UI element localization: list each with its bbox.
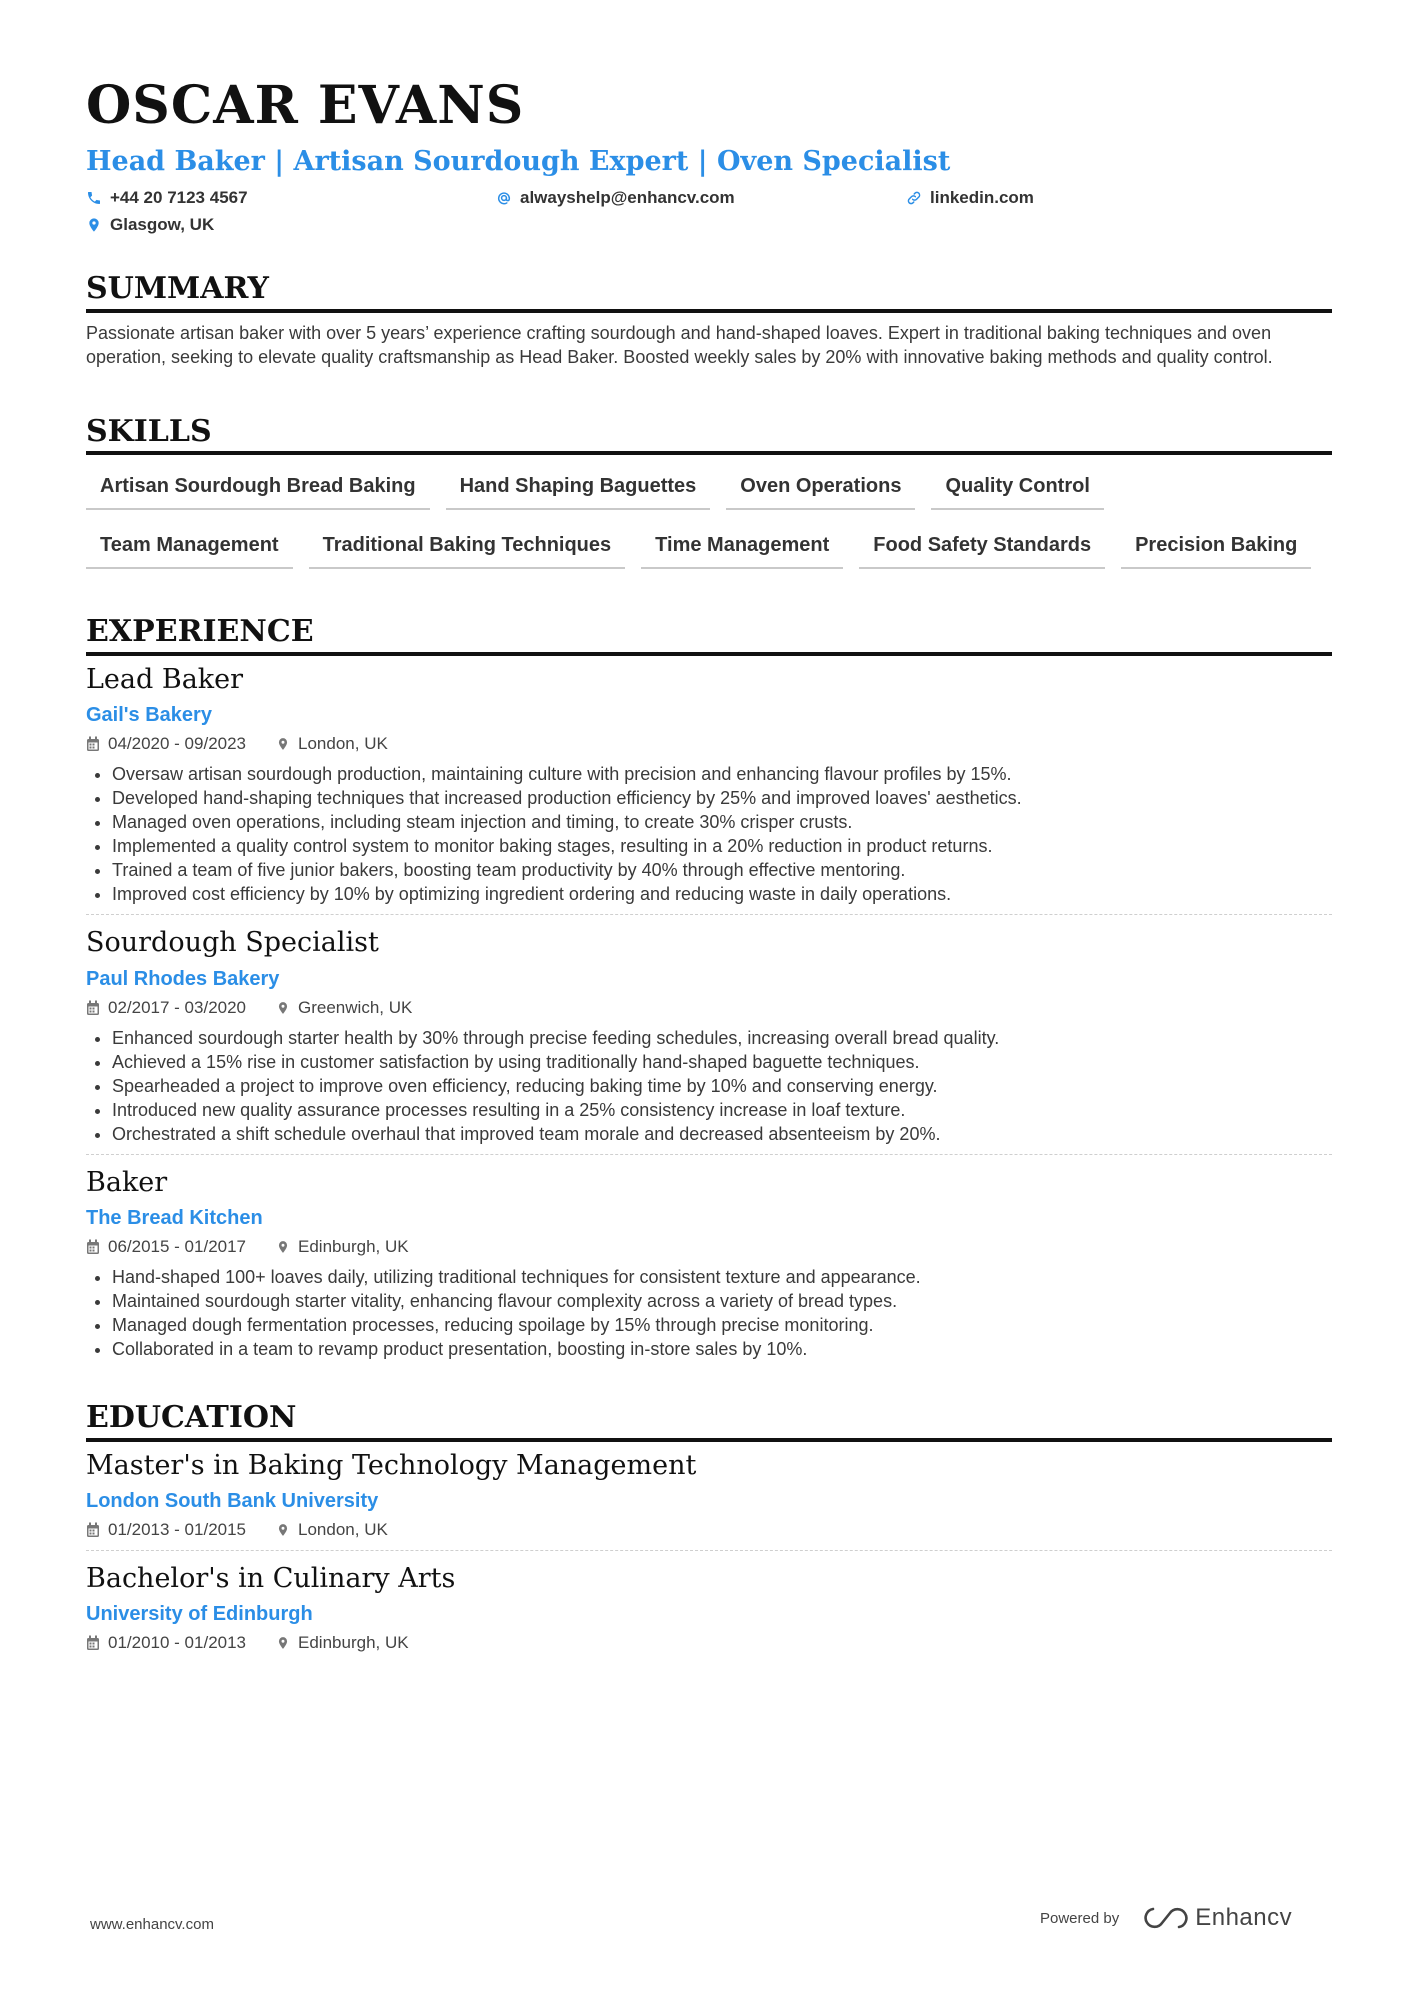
skill-tag: Time Management <box>641 526 843 569</box>
job-location: London, UK <box>298 734 388 754</box>
school-name: London South Bank University <box>86 1489 379 1512</box>
job-bullets <box>86 1026 1332 1146</box>
education-heading: EDUCATION <box>86 1401 1332 1442</box>
location-pin-icon <box>86 217 102 233</box>
location-pin-icon <box>276 736 290 752</box>
calendar-icon <box>86 1000 100 1016</box>
bullet-item: • Implemented a quality control system to monitor baking stages, resulting in a 20% reduction in product returns. <box>112 834 1332 858</box>
contact-email[interactable] <box>496 184 906 211</box>
bullet-item: • Orchestrated a shift schedule overhaul that improved team morale and decreased absenteeism by 20%. <box>112 1122 1332 1146</box>
skill-tag: Artisan Sourdough Bread Baking <box>86 467 430 510</box>
job-location: Greenwich, UK <box>298 997 413 1017</box>
degree-title: Master's in Baking Technology Management <box>86 1449 697 1481</box>
experience-entry <box>86 927 1332 1145</box>
skill-tag: Quality Control <box>931 467 1103 510</box>
bullet-item: • Spearheaded a project to improve oven efficiency, reducing baking time by 10% and conserving energy. <box>112 1074 1332 1098</box>
bullet-item: • Achieved a 15% rise in customer satisfaction by using traditionally hand-shaped baguette techniques. <box>112 1050 1332 1074</box>
resume-header <box>86 75 1332 238</box>
contact-info <box>86 184 1332 238</box>
skills-list <box>86 467 1332 585</box>
entry-divider <box>86 1154 1332 1155</box>
contact-phone[interactable] <box>86 184 496 211</box>
footer-branding <box>1040 1904 1292 1932</box>
education-location: Edinburgh, UK <box>298 1633 409 1653</box>
linkedin-text: linkedin.com <box>930 187 1034 207</box>
job-meta <box>86 732 1332 756</box>
location-pin-icon <box>276 1000 290 1016</box>
at-icon <box>496 190 512 206</box>
calendar-icon <box>86 1239 100 1255</box>
email-text: alwayshelp@enhancv.com <box>520 187 735 207</box>
phone-icon <box>86 190 102 206</box>
job-dates: 06/2015 - 01/2017 <box>108 1237 247 1257</box>
education-section <box>86 1401 1332 1655</box>
summary-section <box>86 272 1332 369</box>
skill-tag: Hand Shaping Baguettes <box>446 467 711 510</box>
entry-divider <box>86 914 1332 915</box>
location-pin-icon <box>276 1239 290 1255</box>
contact-linkedin[interactable] <box>906 184 1326 211</box>
footer-website[interactable]: www.enhancv.com <box>90 1916 214 1933</box>
job-role: Baker <box>86 1166 168 1198</box>
skill-tag: Precision Baking <box>1121 526 1311 569</box>
calendar-icon <box>86 1635 100 1651</box>
job-role: Lead Baker <box>86 663 244 695</box>
education-entry <box>86 1450 1332 1542</box>
bullet-item: • Enhanced sourdough starter health by 30% through precise feeding schedules, increasing overall bread quality. <box>112 1026 1332 1050</box>
skill-tag: Traditional Baking Techniques <box>309 526 626 569</box>
job-dates: 04/2020 - 09/2023 <box>108 734 247 754</box>
phone-text: +44 20 7123 4567 <box>110 187 248 207</box>
degree-title: Bachelor's in Culinary Arts <box>86 1562 456 1594</box>
job-company: Paul Rhodes Bakery <box>86 967 280 990</box>
link-icon <box>906 190 922 206</box>
skill-tag: Oven Operations <box>726 467 915 510</box>
experience-heading: EXPERIENCE <box>86 615 1332 656</box>
job-company: The Bread Kitchen <box>86 1207 263 1230</box>
bullet-item: • Collaborated in a team to revamp product presentation, boosting in-store sales by 10%. <box>112 1337 1332 1361</box>
calendar-icon <box>86 736 100 752</box>
bullet-item: • Introduced new quality assurance processes resulting in a 25% consistency increase in loaf texture. <box>112 1098 1332 1122</box>
job-role: Sourdough Specialist <box>86 927 379 959</box>
job-company: Gail's Bakery <box>86 704 212 727</box>
experience-section <box>86 615 1332 1361</box>
bullet-item: • Managed oven operations, including steam injection and timing, to create 30% crisper crusts. <box>112 810 1332 834</box>
bullet-item: • Managed dough fermentation processes, reducing spoilage by 15% through precise monitoring. <box>112 1313 1332 1337</box>
education-location: London, UK <box>298 1519 388 1539</box>
job-bullets <box>86 762 1332 906</box>
skills-heading: SKILLS <box>86 415 1332 456</box>
education-dates: 01/2013 - 01/2015 <box>108 1519 247 1539</box>
job-location: Edinburgh, UK <box>298 1237 409 1257</box>
entry-divider <box>86 1550 1332 1551</box>
bullet-item: • Oversaw artisan sourdough production, maintaining culture with precision and enhancing flavour profiles by 15%. <box>112 762 1332 786</box>
bullet-item: • Maintained sourdough starter vitality, enhancing flavour complexity across a variety of bread types. <box>112 1289 1332 1313</box>
candidate-headline: Head Baker | Artisan Sourdough Expert | Oven Specialist <box>86 146 951 177</box>
summary-heading: SUMMARY <box>86 272 1332 313</box>
enhancv-logo-icon <box>1143 1905 1189 1931</box>
experience-entry <box>86 664 1332 906</box>
resume-page <box>86 72 1332 1655</box>
bullet-item: • Developed hand-shaping techniques that increased production efficiency by 25% and improved loaves' aesthetics. <box>112 786 1332 810</box>
location-pin-icon <box>276 1522 290 1538</box>
bullet-item: • Hand-shaped 100+ loaves daily, utilizing traditional techniques for consistent texture and appearance. <box>112 1265 1332 1289</box>
location-text: Glasgow, UK <box>110 214 215 234</box>
bullet-item: • Trained a team of five junior bakers, boosting team productivity by 40% through effective mentoring. <box>112 858 1332 882</box>
skill-tag: Food Safety Standards <box>859 526 1105 569</box>
education-dates: 01/2010 - 01/2013 <box>108 1633 247 1653</box>
education-entry <box>86 1563 1332 1655</box>
powered-by-label: Powered by <box>1040 1909 1120 1927</box>
education-meta <box>86 1518 1332 1542</box>
school-name: University of Edinburgh <box>86 1603 313 1626</box>
experience-entry <box>86 1167 1332 1361</box>
brand-name: Enhancv <box>1195 1904 1293 1931</box>
job-dates: 02/2017 - 03/2020 <box>108 997 247 1017</box>
summary-text: Passionate artisan baker with over 5 years’ experience crafting sourdough and hand-shaped loaves. Expert in traditional baking techniques and oven operation, seeking to elevate quality craftsmanship as Head Baker. Boosted weekly sales by 20% with innovative baking methods and quality control. <box>86 322 1273 367</box>
location-pin-icon <box>276 1635 290 1651</box>
bullet-item: • Improved cost efficiency by 10% by optimizing ingredient ordering and reducing waste in daily operations. <box>112 882 1332 906</box>
job-bullets <box>86 1265 1332 1361</box>
skill-tag: Team Management <box>86 526 293 569</box>
calendar-icon <box>86 1522 100 1538</box>
job-meta <box>86 1235 1332 1259</box>
education-meta <box>86 1631 1332 1655</box>
job-meta <box>86 996 1332 1020</box>
contact-location <box>86 211 496 238</box>
skills-section <box>86 415 1332 586</box>
candidate-name: OSCAR EVANS <box>86 75 525 136</box>
